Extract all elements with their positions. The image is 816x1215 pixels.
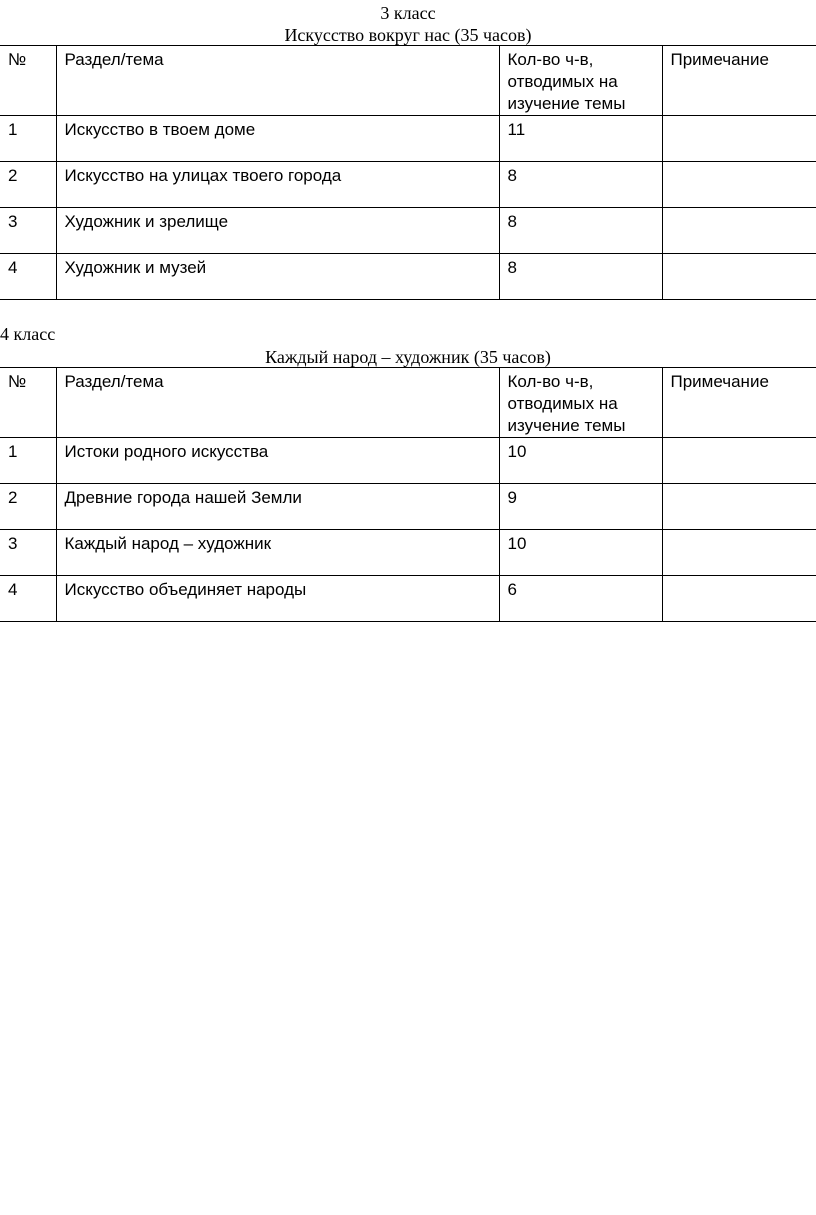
table-header-row — [0, 46, 816, 116]
row-topic: Искусство объединяет народы — [56, 576, 499, 622]
grade-3-course-title: Искусство вокруг нас (35 часов) — [284, 25, 532, 45]
row-note — [662, 438, 816, 484]
row-hours: 10 — [499, 438, 662, 484]
row-number: 1 — [0, 438, 56, 484]
grade-3-plan-table — [0, 45, 816, 300]
row-number: 3 — [0, 208, 56, 254]
row-topic: Каждый народ – художник — [56, 530, 499, 576]
row-number: 4 — [0, 254, 56, 300]
header-hours: Кол-во ч-в, отводимых на изучение темы — [499, 368, 662, 438]
grade-4-table-wrapper — [0, 367, 816, 622]
row-topic: Художник и зрелище — [56, 208, 499, 254]
row-note — [662, 484, 816, 530]
header-number: № — [0, 368, 56, 438]
row-note — [662, 576, 816, 622]
row-note — [662, 162, 816, 208]
grade-4-heading: 4 класс — [0, 324, 56, 344]
row-topic: Истоки родного искусства — [56, 438, 499, 484]
table-row — [0, 116, 816, 162]
row-note — [662, 254, 816, 300]
row-note — [662, 530, 816, 576]
row-note — [662, 116, 816, 162]
row-topic: Древние города нашей Земли — [56, 484, 499, 530]
table-row — [0, 576, 816, 622]
grade-3-table-wrapper — [0, 45, 816, 300]
header-topic: Раздел/тема — [56, 46, 499, 116]
header-note: Примечание — [662, 368, 816, 438]
row-number: 3 — [0, 530, 56, 576]
row-hours: 8 — [499, 208, 662, 254]
row-hours: 8 — [499, 254, 662, 300]
row-hours: 11 — [499, 116, 662, 162]
table-row — [0, 484, 816, 530]
row-topic: Искусство в твоем доме — [56, 116, 499, 162]
table-row — [0, 254, 816, 300]
header-number: № — [0, 46, 56, 116]
row-number: 2 — [0, 162, 56, 208]
table-row — [0, 530, 816, 576]
row-number: 4 — [0, 576, 56, 622]
grade-4-course-title: Каждый народ – художник (35 часов) — [265, 347, 551, 367]
row-hours: 8 — [499, 162, 662, 208]
row-hours: 10 — [499, 530, 662, 576]
row-number: 1 — [0, 116, 56, 162]
row-hours: 6 — [499, 576, 662, 622]
grade-4-plan-table — [0, 367, 816, 622]
row-note — [662, 208, 816, 254]
table-header-row — [0, 368, 816, 438]
row-number: 2 — [0, 484, 56, 530]
grade-3-heading: 3 класс — [380, 3, 436, 23]
header-hours: Кол-во ч-в, отводимых на изучение темы — [499, 46, 662, 116]
table-row — [0, 208, 816, 254]
header-note: Примечание — [662, 46, 816, 116]
table-row — [0, 162, 816, 208]
table-row — [0, 438, 816, 484]
row-hours: 9 — [499, 484, 662, 530]
row-topic: Художник и музей — [56, 254, 499, 300]
header-topic: Раздел/тема — [56, 368, 499, 438]
row-topic: Искусство на улицах твоего города — [56, 162, 499, 208]
